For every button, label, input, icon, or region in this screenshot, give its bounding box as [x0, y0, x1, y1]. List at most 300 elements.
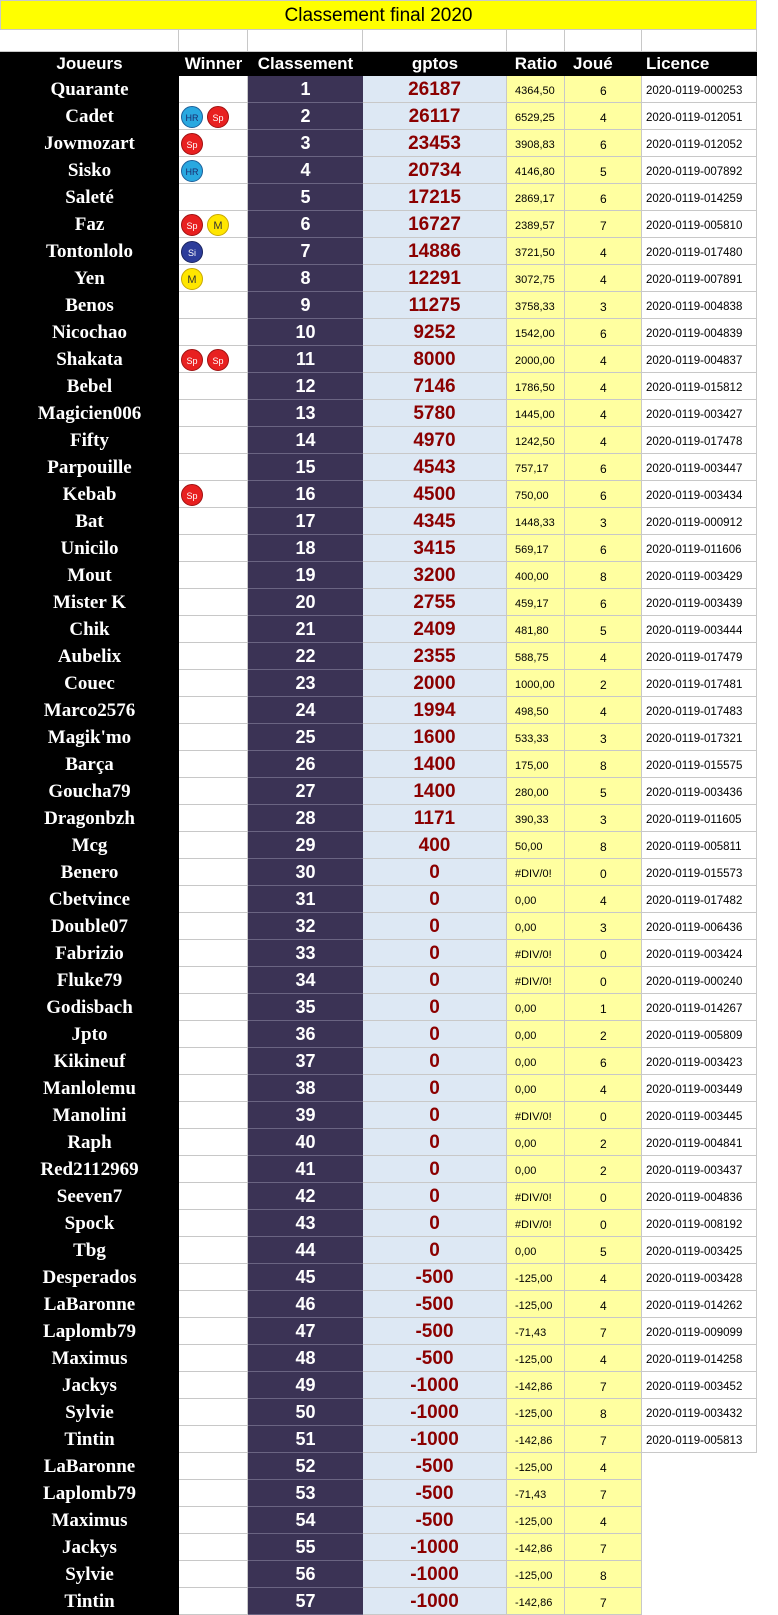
ratio-value: 588,75: [507, 643, 565, 670]
table-row: [0, 346, 757, 373]
licence-value: 2020-0119-003423: [642, 1048, 757, 1075]
header-licence: Licence: [642, 52, 757, 76]
table-row: [0, 832, 757, 859]
table-row: [0, 778, 757, 805]
licence-value: 2020-0119-000253: [642, 76, 757, 103]
player-name: Tontonlolo: [0, 238, 179, 265]
table-body: [0, 76, 757, 1615]
table-row: [0, 967, 757, 994]
rank-value: 16: [248, 481, 363, 508]
joue-value: 5: [565, 616, 642, 643]
licence-value: 2020-0119-005813: [642, 1426, 757, 1453]
joue-value: 4: [565, 886, 642, 913]
sp-badge-icon: Sp: [207, 106, 229, 128]
table-row: [0, 859, 757, 886]
ratio-value: #DIV/0!: [507, 1102, 565, 1129]
player-name: Mout: [0, 562, 179, 589]
sheet-title: Classement final 2020: [0, 0, 757, 30]
winner-badges-cell: [179, 616, 248, 643]
gptos-value: 0: [363, 1102, 507, 1129]
player-name: Desperados: [0, 1264, 179, 1291]
licence-value: 2020-0119-007892: [642, 157, 757, 184]
ratio-value: -125,00: [507, 1561, 565, 1588]
ratio-value: 0,00: [507, 1156, 565, 1183]
table-row: [0, 265, 757, 292]
rank-value: 49: [248, 1372, 363, 1399]
player-name: Dragonbzh: [0, 805, 179, 832]
ratio-value: 757,17: [507, 454, 565, 481]
gptos-value: 400: [363, 832, 507, 859]
player-name: Tbg: [0, 1237, 179, 1264]
gptos-value: 11275: [363, 292, 507, 319]
table-row: [0, 1372, 757, 1399]
rank-value: 43: [248, 1210, 363, 1237]
licence-value: 2020-0119-012052: [642, 130, 757, 157]
licence-value: 2020-0119-003424: [642, 940, 757, 967]
hr-badge-icon: HR: [181, 160, 203, 182]
gptos-value: -500: [363, 1264, 507, 1291]
header-winner: Winner: [179, 52, 248, 76]
winner-badges-cell: [179, 805, 248, 832]
table-row: [0, 1345, 757, 1372]
licence-value: 2020-0119-000240: [642, 967, 757, 994]
player-name: Sylvie: [0, 1399, 179, 1426]
licence-value: [642, 1453, 757, 1480]
ratio-value: 2389,57: [507, 211, 565, 238]
winner-badges-cell: [179, 751, 248, 778]
ratio-value: -71,43: [507, 1318, 565, 1345]
rank-value: 30: [248, 859, 363, 886]
gptos-value: 9252: [363, 319, 507, 346]
licence-value: 2020-0119-005809: [642, 1021, 757, 1048]
licence-value: 2020-0119-017480: [642, 238, 757, 265]
winner-badges-cell: [179, 967, 248, 994]
licence-value: 2020-0119-017479: [642, 643, 757, 670]
player-name: Benos: [0, 292, 179, 319]
player-name: Parpouille: [0, 454, 179, 481]
winner-badges-cell: [179, 1561, 248, 1588]
table-row: [0, 1237, 757, 1264]
gptos-value: 17215: [363, 184, 507, 211]
gptos-value: -500: [363, 1453, 507, 1480]
licence-value: 2020-0119-003445: [642, 1102, 757, 1129]
winner-badges-cell: [179, 373, 248, 400]
winner-badges-cell: [179, 940, 248, 967]
rank-value: 13: [248, 400, 363, 427]
ratio-value: 50,00: [507, 832, 565, 859]
joue-value: 3: [565, 805, 642, 832]
rank-value: 11: [248, 346, 363, 373]
player-name: Raph: [0, 1129, 179, 1156]
winner-badges-cell: [179, 1237, 248, 1264]
licence-value: 2020-0119-014258: [642, 1345, 757, 1372]
player-name: Red2112969: [0, 1156, 179, 1183]
winner-badges-cell: [179, 481, 248, 508]
licence-value: 2020-0119-014262: [642, 1291, 757, 1318]
rank-value: 23: [248, 670, 363, 697]
joue-value: 8: [565, 832, 642, 859]
licence-value: 2020-0119-014259: [642, 184, 757, 211]
joue-value: 6: [565, 184, 642, 211]
licence-value: 2020-0119-003427: [642, 400, 757, 427]
table-row: [0, 319, 757, 346]
table-row: [0, 1048, 757, 1075]
player-name: Jowmozart: [0, 130, 179, 157]
gptos-value: 26117: [363, 103, 507, 130]
player-name: Barça: [0, 751, 179, 778]
player-name: Godisbach: [0, 994, 179, 1021]
player-name: Nicochao: [0, 319, 179, 346]
player-name: Tintin: [0, 1588, 179, 1615]
gptos-value: 0: [363, 1210, 507, 1237]
ratio-value: 6529,25: [507, 103, 565, 130]
ratio-value: -71,43: [507, 1480, 565, 1507]
winner-badges-cell: [179, 1318, 248, 1345]
ratio-value: 0,00: [507, 1021, 565, 1048]
winner-badges-cell: [179, 1426, 248, 1453]
gptos-value: 4345: [363, 508, 507, 535]
table-row: [0, 1156, 757, 1183]
table-row: [0, 1534, 757, 1561]
gptos-value: 0: [363, 913, 507, 940]
gptos-value: -500: [363, 1480, 507, 1507]
joue-value: 8: [565, 1561, 642, 1588]
winner-badges-cell: [179, 1534, 248, 1561]
licence-value: 2020-0119-007891: [642, 265, 757, 292]
player-name: Tintin: [0, 1426, 179, 1453]
si-badge-icon: Si: [181, 241, 203, 263]
licence-value: 2020-0119-003436: [642, 778, 757, 805]
winner-badges-cell: [179, 1021, 248, 1048]
sp-badge-icon: Sp: [181, 349, 203, 371]
joue-value: 6: [565, 589, 642, 616]
winner-badges-cell: [179, 1345, 248, 1372]
licence-value: [642, 1534, 757, 1561]
rank-value: 48: [248, 1345, 363, 1372]
player-name: Faz: [0, 211, 179, 238]
licence-value: 2020-0119-004838: [642, 292, 757, 319]
joue-value: 3: [565, 508, 642, 535]
rank-value: 52: [248, 1453, 363, 1480]
gptos-value: 0: [363, 994, 507, 1021]
rank-value: 20: [248, 589, 363, 616]
winner-badges-cell: [179, 1264, 248, 1291]
header-joue: Joué: [565, 52, 642, 76]
joue-value: 0: [565, 1102, 642, 1129]
joue-value: 2: [565, 670, 642, 697]
winner-badges-cell: [179, 1210, 248, 1237]
joue-value: 6: [565, 319, 642, 346]
gptos-value: 20734: [363, 157, 507, 184]
licence-value: 2020-0119-003439: [642, 589, 757, 616]
ratio-value: 481,80: [507, 616, 565, 643]
gptos-value: 3200: [363, 562, 507, 589]
player-name: LaBaronne: [0, 1453, 179, 1480]
joue-value: 7: [565, 1318, 642, 1345]
licence-value: 2020-0119-005810: [642, 211, 757, 238]
winner-badges-cell: [179, 103, 248, 130]
joue-value: 4: [565, 1507, 642, 1534]
gptos-value: 1171: [363, 805, 507, 832]
joue-value: 4: [565, 1345, 642, 1372]
winner-badges-cell: [179, 859, 248, 886]
rank-value: 54: [248, 1507, 363, 1534]
licence-value: 2020-0119-006436: [642, 913, 757, 940]
gptos-value: 4543: [363, 454, 507, 481]
winner-badges-cell: [179, 238, 248, 265]
ratio-value: 1542,00: [507, 319, 565, 346]
joue-value: 4: [565, 1075, 642, 1102]
ratio-value: 175,00: [507, 751, 565, 778]
table-row: [0, 994, 757, 1021]
rank-value: 26: [248, 751, 363, 778]
gptos-value: 16727: [363, 211, 507, 238]
winner-badges-cell: [179, 76, 248, 103]
ratio-value: 280,00: [507, 778, 565, 805]
player-name: Fluke79: [0, 967, 179, 994]
table-row: [0, 76, 757, 103]
rank-value: 28: [248, 805, 363, 832]
licence-value: 2020-0119-017478: [642, 427, 757, 454]
licence-value: 2020-0119-015573: [642, 859, 757, 886]
rank-value: 35: [248, 994, 363, 1021]
ratio-value: -142,86: [507, 1534, 565, 1561]
gptos-value: 1994: [363, 697, 507, 724]
player-name: Sylvie: [0, 1561, 179, 1588]
table-row: [0, 1561, 757, 1588]
winner-badges-cell: [179, 886, 248, 913]
joue-value: 4: [565, 103, 642, 130]
ratio-value: -125,00: [507, 1291, 565, 1318]
table-row: [0, 373, 757, 400]
joue-value: 0: [565, 940, 642, 967]
winner-badges-cell: [179, 535, 248, 562]
table-row: [0, 751, 757, 778]
table-row: [0, 1480, 757, 1507]
winner-badges-cell: [179, 1129, 248, 1156]
winner-badges-cell: [179, 211, 248, 238]
rank-value: 15: [248, 454, 363, 481]
ratio-value: #DIV/0!: [507, 940, 565, 967]
winner-badges-cell: [179, 1048, 248, 1075]
rank-value: 19: [248, 562, 363, 589]
joue-value: 8: [565, 751, 642, 778]
joue-value: 4: [565, 400, 642, 427]
rank-value: 56: [248, 1561, 363, 1588]
player-name: Quarante: [0, 76, 179, 103]
table-row: [0, 1453, 757, 1480]
joue-value: 6: [565, 535, 642, 562]
ratio-value: 390,33: [507, 805, 565, 832]
rank-value: 6: [248, 211, 363, 238]
ranking-table: [0, 52, 757, 1615]
gptos-value: 3415: [363, 535, 507, 562]
gptos-value: 0: [363, 967, 507, 994]
table-row: [0, 130, 757, 157]
header-gptos: gptos: [363, 52, 507, 76]
gptos-value: 1400: [363, 751, 507, 778]
table-row: [0, 562, 757, 589]
gptos-value: -500: [363, 1345, 507, 1372]
ratio-value: -125,00: [507, 1345, 565, 1372]
ratio-value: 459,17: [507, 589, 565, 616]
sp-badge-icon: Sp: [181, 133, 203, 155]
licence-value: 2020-0119-015812: [642, 373, 757, 400]
gptos-value: 12291: [363, 265, 507, 292]
table-row: [0, 886, 757, 913]
table-row: [0, 616, 757, 643]
winner-badges-cell: [179, 643, 248, 670]
rank-value: 57: [248, 1588, 363, 1615]
winner-badges-cell: [179, 562, 248, 589]
rank-value: 41: [248, 1156, 363, 1183]
ratio-value: -142,86: [507, 1588, 565, 1615]
header-ratio: Ratio: [507, 52, 565, 76]
rank-value: 27: [248, 778, 363, 805]
winner-badges-cell: [179, 1453, 248, 1480]
winner-badges-cell: [179, 832, 248, 859]
player-name: Seeven7: [0, 1183, 179, 1210]
rank-value: 39: [248, 1102, 363, 1129]
winner-badges-cell: [179, 346, 248, 373]
player-name: LaBaronne: [0, 1291, 179, 1318]
gptos-value: -500: [363, 1318, 507, 1345]
winner-badges-cell: [179, 589, 248, 616]
table-row: [0, 1291, 757, 1318]
winner-badges-cell: [179, 1372, 248, 1399]
rank-value: 5: [248, 184, 363, 211]
ratio-value: 0,00: [507, 1129, 565, 1156]
joue-value: 4: [565, 238, 642, 265]
rank-value: 12: [248, 373, 363, 400]
ratio-value: 3721,50: [507, 238, 565, 265]
ratio-value: 400,00: [507, 562, 565, 589]
gptos-value: 0: [363, 1156, 507, 1183]
gptos-value: 7146: [363, 373, 507, 400]
joue-value: 6: [565, 481, 642, 508]
player-name: Maximus: [0, 1345, 179, 1372]
joue-value: 2: [565, 1129, 642, 1156]
licence-value: 2020-0119-014267: [642, 994, 757, 1021]
joue-value: 5: [565, 157, 642, 184]
rank-value: 37: [248, 1048, 363, 1075]
joue-value: 0: [565, 1210, 642, 1237]
table-row: [0, 1426, 757, 1453]
rank-value: 32: [248, 913, 363, 940]
licence-value: 2020-0119-003429: [642, 562, 757, 589]
licence-value: 2020-0119-004841: [642, 1129, 757, 1156]
joue-value: 3: [565, 913, 642, 940]
blank-spacer-row: [0, 30, 757, 52]
winner-badges-cell: [179, 697, 248, 724]
ratio-value: 1786,50: [507, 373, 565, 400]
player-name: Bat: [0, 508, 179, 535]
rank-value: 42: [248, 1183, 363, 1210]
winner-badges-cell: [179, 319, 248, 346]
gptos-value: 2355: [363, 643, 507, 670]
winner-badges-cell: [179, 724, 248, 751]
player-name: Goucha79: [0, 778, 179, 805]
licence-value: 2020-0119-009099: [642, 1318, 757, 1345]
table-row: [0, 238, 757, 265]
licence-value: [642, 1480, 757, 1507]
ratio-value: -125,00: [507, 1264, 565, 1291]
rank-value: 25: [248, 724, 363, 751]
player-name: Bebel: [0, 373, 179, 400]
player-name: Benero: [0, 859, 179, 886]
ratio-value: -125,00: [507, 1453, 565, 1480]
winner-badges-cell: [179, 130, 248, 157]
ratio-value: #DIV/0!: [507, 1183, 565, 1210]
joue-value: 8: [565, 1399, 642, 1426]
joue-value: 6: [565, 1048, 642, 1075]
table-row: [0, 292, 757, 319]
table-row: [0, 157, 757, 184]
gptos-value: 0: [363, 1129, 507, 1156]
header-rank: Classement: [248, 52, 363, 76]
rank-value: 2: [248, 103, 363, 130]
player-name: Chik: [0, 616, 179, 643]
table-row: [0, 1507, 757, 1534]
rank-value: 50: [248, 1399, 363, 1426]
ratio-value: 2000,00: [507, 346, 565, 373]
licence-value: 2020-0119-003432: [642, 1399, 757, 1426]
table-row: [0, 913, 757, 940]
player-name: Cadet: [0, 103, 179, 130]
licence-value: 2020-0119-004839: [642, 319, 757, 346]
licence-value: 2020-0119-017481: [642, 670, 757, 697]
ratio-value: 1242,50: [507, 427, 565, 454]
ratio-value: 2869,17: [507, 184, 565, 211]
winner-badges-cell: [179, 1102, 248, 1129]
gptos-value: 0: [363, 1183, 507, 1210]
ratio-value: 1000,00: [507, 670, 565, 697]
ratio-value: #DIV/0!: [507, 1210, 565, 1237]
table-row: [0, 211, 757, 238]
joue-value: 8: [565, 562, 642, 589]
rank-value: 10: [248, 319, 363, 346]
winner-badges-cell: [179, 265, 248, 292]
table-row: [0, 1318, 757, 1345]
licence-value: 2020-0119-004836: [642, 1183, 757, 1210]
ratio-value: 569,17: [507, 535, 565, 562]
joue-value: 7: [565, 1426, 642, 1453]
player-name: Fifty: [0, 427, 179, 454]
licence-value: 2020-0119-017321: [642, 724, 757, 751]
rank-value: 47: [248, 1318, 363, 1345]
rank-value: 7: [248, 238, 363, 265]
rank-value: 24: [248, 697, 363, 724]
ratio-value: 0,00: [507, 1237, 565, 1264]
gptos-value: 14886: [363, 238, 507, 265]
joue-value: 4: [565, 427, 642, 454]
joue-value: 5: [565, 1237, 642, 1264]
table-row: [0, 1399, 757, 1426]
joue-value: 7: [565, 1480, 642, 1507]
player-name: Double07: [0, 913, 179, 940]
player-name: Kikineuf: [0, 1048, 179, 1075]
winner-badges-cell: [179, 1075, 248, 1102]
header-player: Joueurs: [0, 52, 179, 76]
licence-value: 2020-0119-012051: [642, 103, 757, 130]
winner-badges-cell: [179, 670, 248, 697]
table-row: [0, 1129, 757, 1156]
player-name: Laplomb79: [0, 1318, 179, 1345]
rank-value: 44: [248, 1237, 363, 1264]
gptos-value: 8000: [363, 346, 507, 373]
player-name: Laplomb79: [0, 1480, 179, 1507]
licence-value: [642, 1507, 757, 1534]
